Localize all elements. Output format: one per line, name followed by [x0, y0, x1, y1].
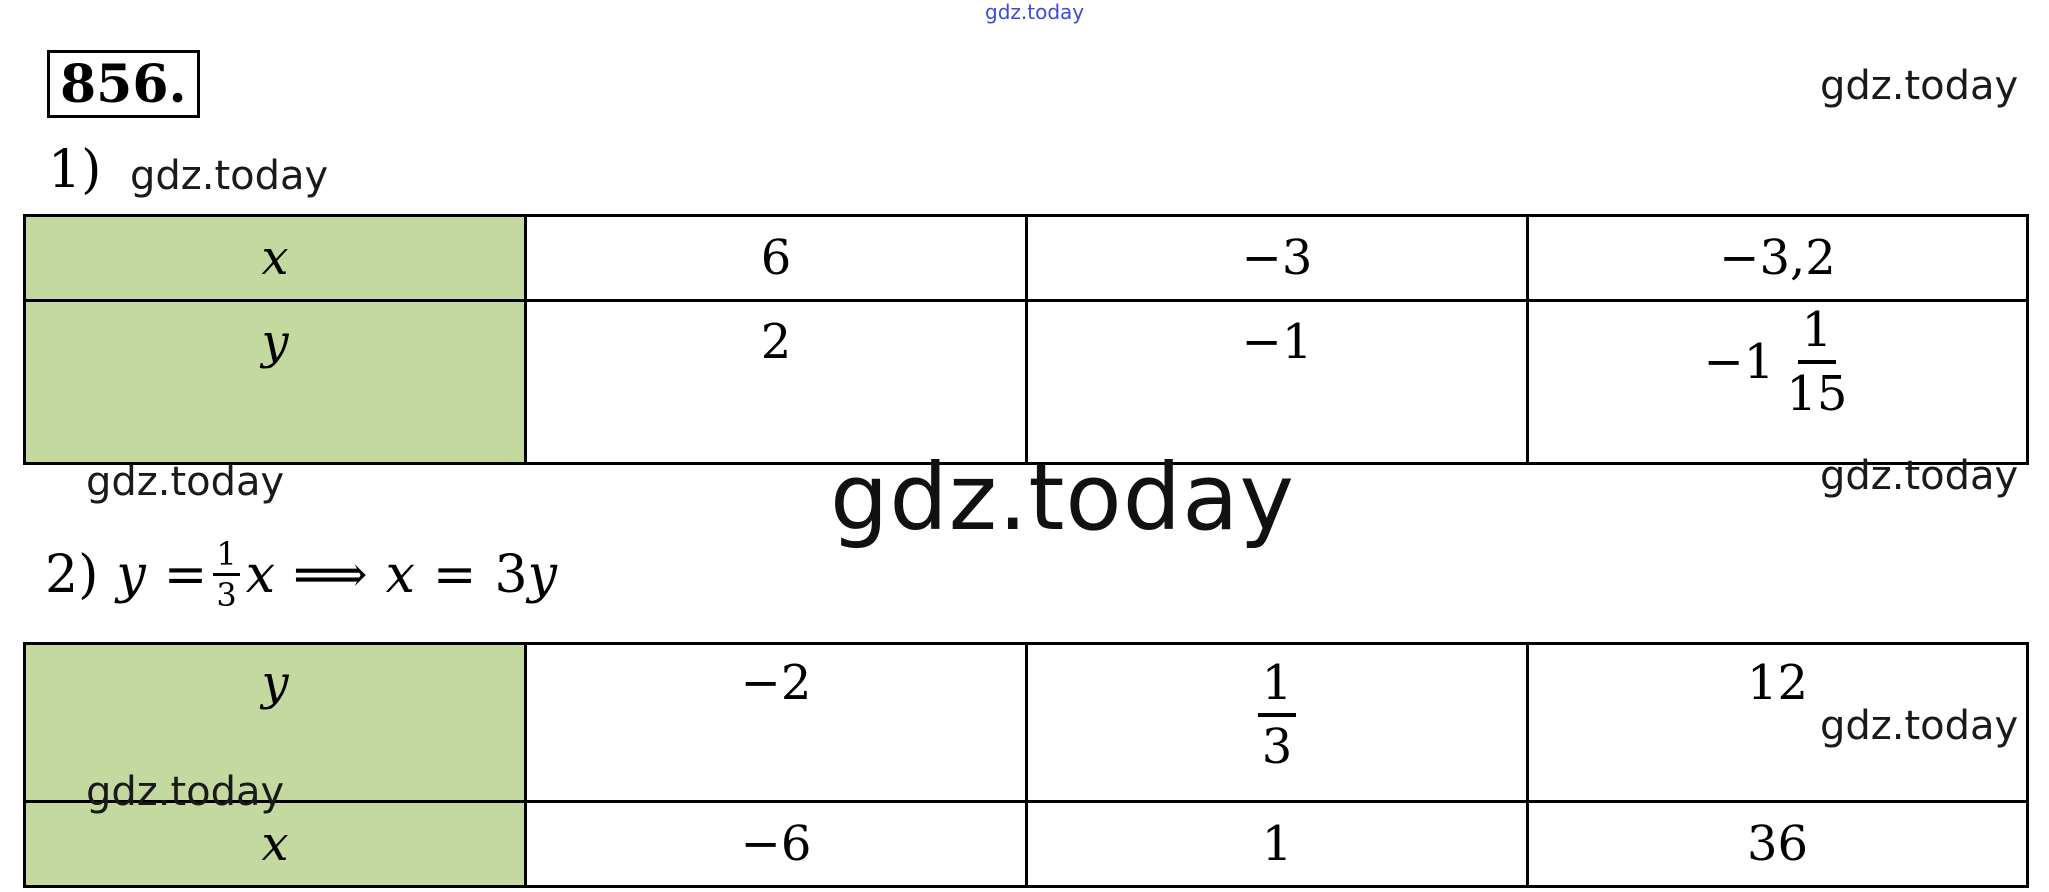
- watermark-top: gdz.today: [985, 0, 1085, 24]
- formula-y: y: [527, 544, 557, 605]
- watermark-right-mid: gdz.today: [1820, 453, 2019, 499]
- formula-implies: ⟹: [293, 544, 368, 605]
- row-header-y: y: [25, 301, 526, 464]
- table-part2: [23, 642, 2029, 888]
- table-row: [25, 802, 2028, 887]
- row-header-x: x: [25, 802, 526, 887]
- watermark-top-right: gdz.today: [1820, 63, 2019, 109]
- mixed-number: [1703, 302, 1852, 422]
- fraction-numerator: 1: [213, 538, 239, 576]
- watermark-part1: gdz.today: [130, 153, 329, 199]
- formula-equals: =: [163, 544, 208, 605]
- formula-equals: =: [432, 544, 477, 605]
- table-cell: −3,2: [1528, 216, 2028, 301]
- table-cell: −6: [526, 802, 1027, 887]
- table-part1: [23, 214, 2029, 465]
- part1-label: 1): [48, 140, 102, 200]
- watermark-left-mid: gdz.today: [86, 459, 285, 505]
- formula-y: y: [116, 544, 146, 605]
- fraction-denominator: 15: [1786, 366, 1848, 422]
- table-cell-mixed-number: [1528, 301, 2028, 464]
- table-row: [25, 216, 2028, 301]
- table-cell: 2: [526, 301, 1027, 464]
- mixed-whole: −1: [1703, 334, 1775, 390]
- formula-fraction: [213, 535, 239, 614]
- formula-x: x: [245, 544, 276, 605]
- table-cell: −2: [526, 644, 1027, 802]
- row-header-x: x: [25, 216, 526, 301]
- table-cell: 12: [1528, 644, 2028, 802]
- table-cell: −3: [1027, 216, 1528, 301]
- table-cell: 36: [1528, 802, 2028, 887]
- part2-label: 2): [45, 544, 99, 605]
- fraction-denominator: 3: [1261, 719, 1293, 775]
- problem-number: 856.: [47, 50, 200, 118]
- fraction-numerator: 1: [1258, 659, 1297, 717]
- table-cell: 1: [1027, 802, 1528, 887]
- watermark-center-big: gdz.today: [830, 444, 1295, 551]
- fraction: [1782, 302, 1851, 422]
- watermark-left-table2: gdz.today: [86, 769, 285, 815]
- watermark-right-table2: gdz.today: [1820, 703, 2019, 749]
- table-cell-fraction: [1027, 644, 1528, 802]
- fraction-denominator: 3: [216, 576, 237, 614]
- fraction: [1258, 655, 1297, 775]
- table-cell: −1: [1027, 301, 1528, 464]
- table-row: [25, 644, 2028, 802]
- row-header-y: y: [25, 644, 526, 802]
- formula-coefficient: 3: [494, 544, 528, 605]
- fraction-numerator: 1: [1798, 306, 1837, 364]
- table-row: [25, 301, 2028, 464]
- formula-x: x: [385, 544, 415, 605]
- part2-formula: [45, 535, 557, 614]
- table-cell: 6: [526, 216, 1027, 301]
